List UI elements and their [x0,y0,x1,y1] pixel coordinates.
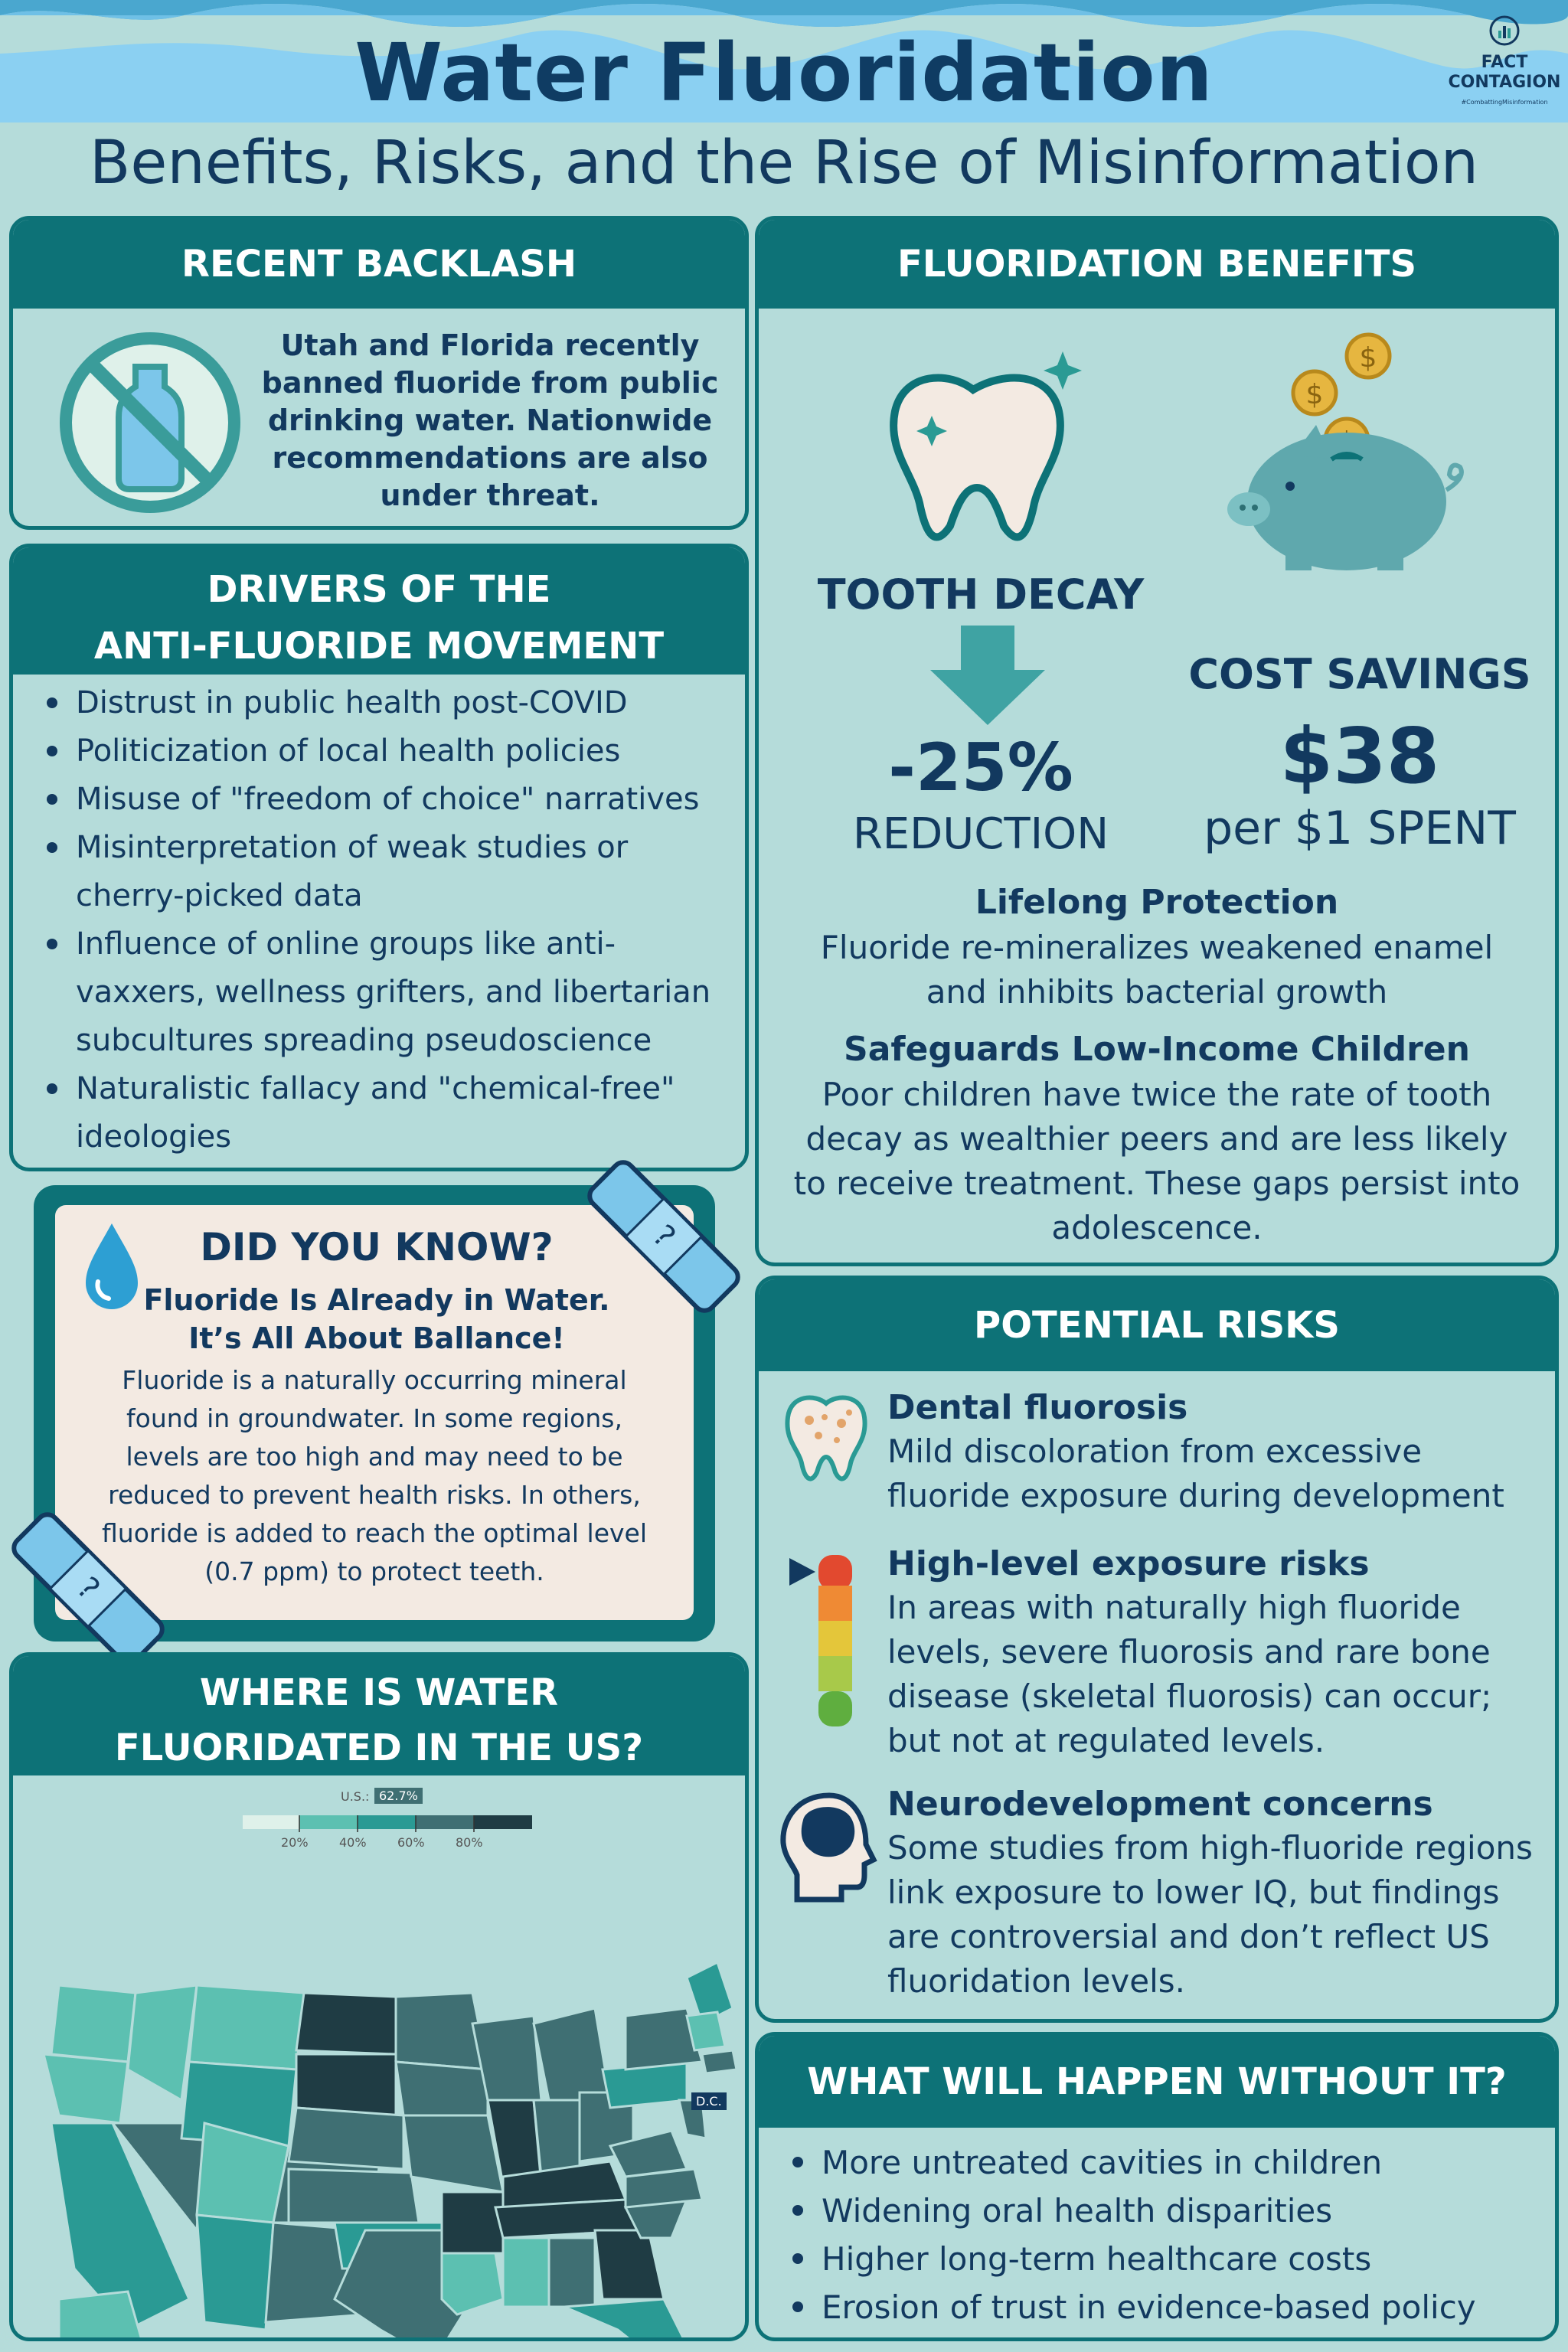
neurodevelopment-text: Some studies from high-fluoride regions link exposure to lower IQ, but findings are controversial and don’t reflect US fluoridation levels. [887,1829,1533,2000]
drivers-item: Misuse of "freedom of choice" narratives [41,776,737,824]
high-exposure-title: High-level exposure risks [887,1544,1370,1583]
map-heading-line1: WHERE IS WATER [199,1671,559,1714]
drivers-item: Misinterpretation of weak studies or cherry-picked data [41,824,737,920]
recent-backlash-heading: RECENT BACKLASH [13,220,745,309]
dental-fluorosis-text: Mild discoloration from excessive fluoride exposure during development [887,1432,1504,1514]
tooth-decay-unit: REDUCTION [852,809,1109,859]
drivers-item: Politicization of local health policies [41,727,737,776]
without-it-list [786,2138,1544,2331]
logo-line2: CONTAGION [1448,73,1561,92]
piggy-bank-icon [1217,325,1492,570]
drivers-heading-line2: ANTI-FLUORIDE MOVEMENT [93,625,665,668]
recent-backlash-text: Utah and Florida recently banned fluoride from public drinking water. Nationwide recommendations are also under threat. [261,328,719,512]
drivers-heading [13,547,745,675]
exposure-level-meter-icon [789,1547,874,1739]
did-you-know-heading: DID YOU KNOW? [200,1225,554,1269]
svg-text:$: $ [1305,379,1324,410]
without-it-item: More untreated cavities in children [786,2138,1544,2187]
cost-savings-value: $38 [1279,711,1440,801]
svg-text:?: ? [70,1570,106,1607]
tooth-decay-value: -25% [888,730,1073,806]
fluoridation-map-card [9,1652,749,2341]
legend-tick-60: 60% [397,1835,425,1850]
map-heading-line2: FLUORIDATED IN THE US? [114,1726,644,1769]
bandage-top-icon [576,1148,752,1325]
fact-contagion-logo [1447,14,1562,113]
cost-savings-label: COST SAVINGS [1188,650,1531,698]
tooth-decay-label: TOOTH DECAY [817,570,1145,619]
drivers-heading-line1: DRIVERS OF THE [207,568,551,611]
drivers-list [41,679,737,1161]
page-title: Water Fluoridation [354,26,1214,119]
high-exposure-text: In areas with naturally high fluoride levels, severe fluorosis and rare bone disease (skeletal fluorosis) can occur; but not at regulated levels. [887,1589,1492,1759]
legend-tick-20: 20% [281,1835,309,1850]
dc-label: D.C. [691,2092,727,2110]
without-it-item: Higher long-term healthcare costs [786,2235,1544,2283]
potential-risks-card [755,1276,1559,2023]
legend-tick-40: 40% [339,1835,367,1850]
lifelong-protection-text: Fluoride re-mineralizes weakened enamel and inhibits bacterial growth [820,929,1494,1011]
logo-line1: FACT [1481,53,1528,72]
no-bottle-icon [54,327,246,518]
logo-tagline: #CombattingMisinformation [1461,99,1548,106]
potential-risks-heading: POTENTIAL RISKS [759,1279,1555,1371]
without-it-heading: WHAT WILL HAPPEN WITHOUT IT? [759,2036,1555,2128]
legend-tick-80: 80% [456,1835,483,1850]
bandage-bottom-icon [0,1501,176,1677]
svg-text:?: ? [645,1218,682,1255]
tooth-icon [866,335,1088,557]
dental-fluorosis-title: Dental fluorosis [887,1388,1188,1427]
did-you-know-text: Fluoride is a naturally occurring mineral found in groundwater. In some regions, levels are too high and may need to be reduced to prevent health risks. In others, fluoride is added to reach the optimal level (0.7 ppm) to protect teeth. [102,1365,647,1586]
lifelong-protection-title: Lifelong Protection [975,883,1339,922]
us-average-value: 62.7% [374,1788,423,1804]
fluorosis-tooth-icon [780,1387,872,1486]
without-it-item: Erosion of trust in evidence-based policy [786,2283,1544,2331]
brain-head-icon [776,1789,883,1904]
neurodevelopment-title: Neurodevelopment concerns [887,1785,1433,1824]
did-you-know-sub2: It’s All About Ballance! [188,1321,565,1355]
benefits-heading: FLUORIDATION BENEFITS [759,220,1555,309]
cost-savings-unit: per $1 SPENT [1204,802,1516,855]
map-heading [13,1656,745,1775]
drivers-card [9,544,749,1171]
without-it-card [755,2032,1559,2341]
drivers-item: Distrust in public health post-COVID [41,679,737,727]
without-it-item: Widening oral health disparities [786,2187,1544,2235]
page-subtitle: Benefits, Risks, and the Rise of Misinformation [89,129,1479,198]
logo-icon [1488,14,1521,47]
down-arrow-icon [930,626,1045,725]
low-income-title: Safeguards Low-Income Children [844,1030,1470,1069]
svg-text:$: $ [1359,342,1377,374]
drivers-item: Influence of online groups like anti-vaxxers, wellness grifters, and libertarian subcultures spreading pseudoscience [41,920,737,1065]
drivers-item: Naturalistic fallacy and "chemical-free" ideologies [41,1065,737,1161]
us-map [13,1870,745,2337]
recent-backlash-card [9,216,749,530]
low-income-text: Poor children have twice the rate of tooth decay as wealthier peers and are less likely to receive treatment. These gaps persist into adolescence. [793,1076,1521,1246]
did-you-know-sub1: Fluoride Is Already in Water. [143,1283,610,1317]
benefits-card [755,216,1559,1266]
us-average-label: U.S.: [341,1789,370,1804]
